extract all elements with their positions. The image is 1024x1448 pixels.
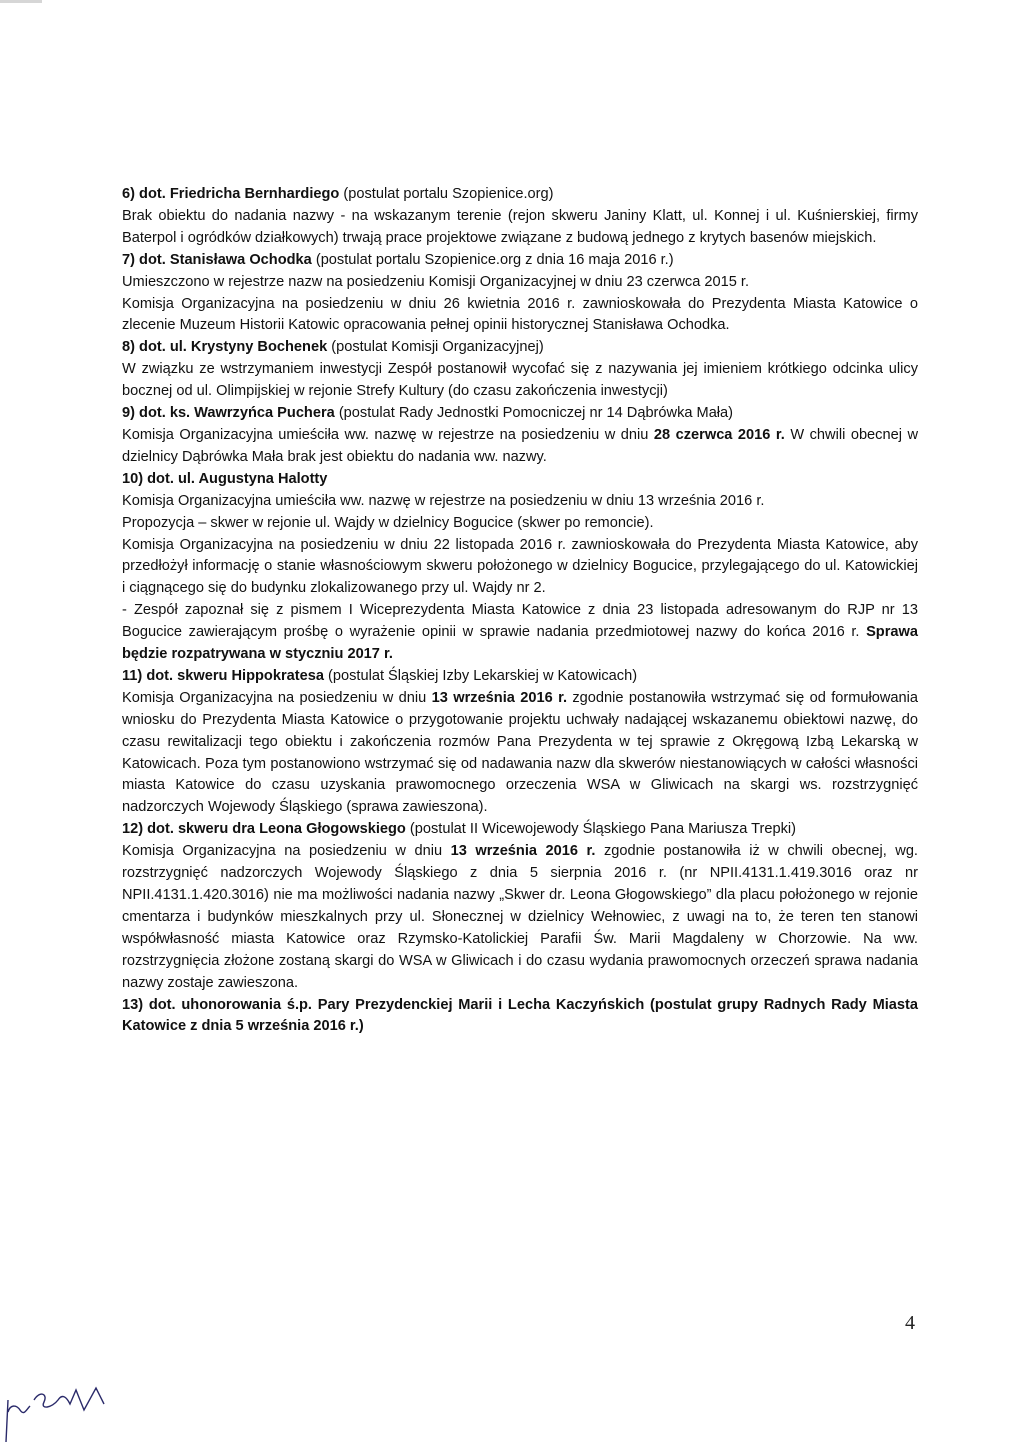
section-heading bbox=[122, 337, 918, 359]
date-bold: 28 czerwca 2016 r. bbox=[653, 426, 785, 443]
paragraph-text: - Zespół zapoznał się z pismem I Wiceprezydenta Miasta Katowice z dnia 23 listopada adresowanym do RJP nr 13 Bogucice zawierającym prośbę o wyrażenie opinii w sprawie nadania przedmiotowej nazwy do końca 2016 r. bbox=[122, 602, 918, 641]
paragraph: Komisja Organizacyjna na posiedzeniu w dniu 26 kwietnia 2016 r. zawnioskowała do Prezydenta Miasta Katowice o zlecenie Muzeum Historii Katowic opracowania pełnej opinii historycznej Stanisława Ochodka. bbox=[122, 295, 918, 334]
section-heading bbox=[122, 819, 918, 841]
heading-name: Friedricha Bernhardiego bbox=[169, 186, 340, 202]
paragraph-text: Komisja Organizacyjna na posiedzeniu w dniu bbox=[122, 689, 432, 706]
heading-prefix: 10) dot. ul. bbox=[122, 470, 199, 487]
status-bold: Sprawa będzie rozpatrywana w styczniu 2017 r. bbox=[122, 624, 918, 663]
heading-name: Wawrzyńca Puchera bbox=[194, 405, 335, 422]
heading-name: Krystyny Bochenek bbox=[190, 339, 328, 356]
section-heading bbox=[122, 184, 918, 206]
heading-name: Hippokratesa bbox=[231, 667, 324, 684]
paragraph: Komisja Organizacyjna na posiedzeniu w dniu 22 listopada 2016 r. zawnioskowała do Prezydenta Miasta Katowice, aby przedłożył informację o stanie własnościowym skweru położonego w dzielnicy Bogucice, przylegającego do ul. Katowickiej i ciągnącego się do budynku zlokalizowanego przy ul. Wajdy nr 2. bbox=[122, 536, 918, 597]
paragraph bbox=[122, 600, 918, 666]
paragraph bbox=[122, 841, 918, 994]
section-heading bbox=[122, 469, 918, 491]
heading-suffix: (postulat Komisji Organizacyjnej) bbox=[327, 339, 544, 356]
paragraph-text: Komisja Organizacyjna umieściła ww. nazwę w rejestrze na posiedzeniu w dniu bbox=[122, 426, 654, 443]
section-heading bbox=[122, 250, 918, 272]
heading-prefix: 11) dot. skweru bbox=[122, 667, 232, 684]
heading-name: Leona Głogowskiego bbox=[259, 821, 406, 838]
heading-name: Stanisława Ochodka bbox=[169, 251, 312, 268]
heading-prefix: 7) dot. bbox=[122, 251, 170, 268]
document-body bbox=[122, 184, 918, 1038]
date-bold: 13 września 2016 r. bbox=[431, 689, 568, 706]
heading-prefix: 12) dot. skweru dra bbox=[122, 821, 260, 838]
paragraph: Umieszczono w rejestrze nazw na posiedzeniu Komisji Organizacyjnej w dniu 23 czerwca 2015 r. bbox=[122, 273, 750, 290]
heading-suffix: (postulat II Wicewojewody Śląskiego Pana Mariusza Trepki) bbox=[405, 821, 796, 838]
heading-suffix: (postulat portalu Szopienice.org) bbox=[339, 186, 554, 202]
date-bold: 13 września 2016 r. bbox=[450, 843, 596, 860]
heading-suffix: (postulat Rady Jednostki Pomocniczej nr 14 Dąbrówka Mała) bbox=[334, 405, 734, 422]
section-heading bbox=[122, 403, 918, 425]
heading-suffix: (postulat Śląskiej Izby Lekarskiej w Katowicach) bbox=[323, 667, 638, 684]
paragraph: W związku ze wstrzymaniem inwestycji Zespół postanowił wycofać się z nazywania jej imieniem krótkiego odcinka ulicy bocznej od ul. Olimpijskiej w rejonie Strefy Kultury (do czasu zakończenia inwestycji) bbox=[122, 361, 918, 400]
paragraph: Brak obiektu do nadania nazwy - na wskazanym terenie (rejon skweru Janiny Klatt, ul. Konnej i ul. Kuśnierskiej, firmy Baterpol i ogródków działkowych) trwają prace projektowe związane z budową jednego z krytych basenów miejskich. bbox=[122, 207, 918, 246]
heading-name: Augustyna Halotty bbox=[198, 470, 328, 487]
handwritten-signature bbox=[0, 1360, 120, 1448]
paragraph: Propozycja – skwer w rejonie ul. Wajdy w dzielnicy Bogucice (skwer po remoncie). bbox=[122, 514, 654, 531]
scan-edge-mark bbox=[0, 0, 42, 3]
paragraph: Komisja Organizacyjna umieściła ww. nazwę w rejestrze na posiedzeniu w dniu 13 września 2016 r. bbox=[122, 492, 765, 509]
heading-prefix: 6) dot. bbox=[122, 186, 170, 202]
page-number: 4 bbox=[905, 1312, 915, 1334]
paragraph-text: zgodnie postanowiła iż w chwili obecnej, wg. rozstrzygnięć nadzorczych Wojewody Śląskiego z dnia 5 sierpnia 2016 r. (nr NPII.4131.1.419.3016 oraz nr NPII.4131.1.420.3016) nie ma możliwości nadania nazwy „Skwer dr. Leona Głogowskiego” dla placu położonego w rejonie cmentarza i budynków mieszkalnych przy ul. Słonecznej w dzielnicy Wełnowiec, z uwagi na to, że teren ten stanowi współwłasność miasta Katowice oraz Rzymsko-Katolickiej Parafii Św. Marii Magdaleny w Chorzowie. Na ww. rozstrzygnięcia złożone zostaną skargi do WSA w Gliwicach i do czasu wydania prawomocnych orzeczeń sprawa nadania nazwy zostaje zawieszona. bbox=[122, 843, 918, 991]
paragraph-text: Komisja Organizacyjna na posiedzeniu w dniu bbox=[122, 843, 451, 860]
paragraph bbox=[122, 425, 918, 469]
heading-prefix: 9) dot. ks. bbox=[122, 405, 195, 422]
heading-suffix: (postulat portalu Szopienice.org z dnia 16 maja 2016 r.) bbox=[311, 251, 674, 268]
section-heading bbox=[122, 995, 918, 1039]
paragraph bbox=[122, 688, 918, 819]
heading-full: 13) dot. uhonorowania ś.p. Pary Prezydenckiej Marii i Lecha Kaczyńskich (postulat grupy Radnych Rady Miasta Katowice z dnia 5 września 2016 r.) bbox=[122, 996, 918, 1035]
paragraph-text: zgodnie postanowiła wstrzymać się od formułowania wniosku do Prezydenta Miasta Katowice o przygotowanie projektu uchwały nadającej wskazanemu obiektowi nazwę, do czasu rewitalizacji tego obiektu i zakończenia rozmów Pana Prezydenta w tej sprawie z Okręgową Izbą Lekarską w Katowicach. Poza tym postanowiono wstrzymać się od nadawania nazw dla skwerów niestanowiących w całości własności miasta Katowice do czasu uzyskania prawomocnego orzeczenia WSA w Gliwicach na skargi ws. rozstrzygnięć nadzorczych Wojewody Śląskiego (sprawa zawieszona). bbox=[122, 689, 918, 816]
heading-prefix: 8) dot. ul. bbox=[122, 339, 191, 356]
section-heading bbox=[122, 666, 918, 688]
paragraph-text: W chwili obecnej w dzielnicy Dąbrówka Mała brak jest obiektu do nadania ww. nazwy. bbox=[122, 426, 918, 465]
